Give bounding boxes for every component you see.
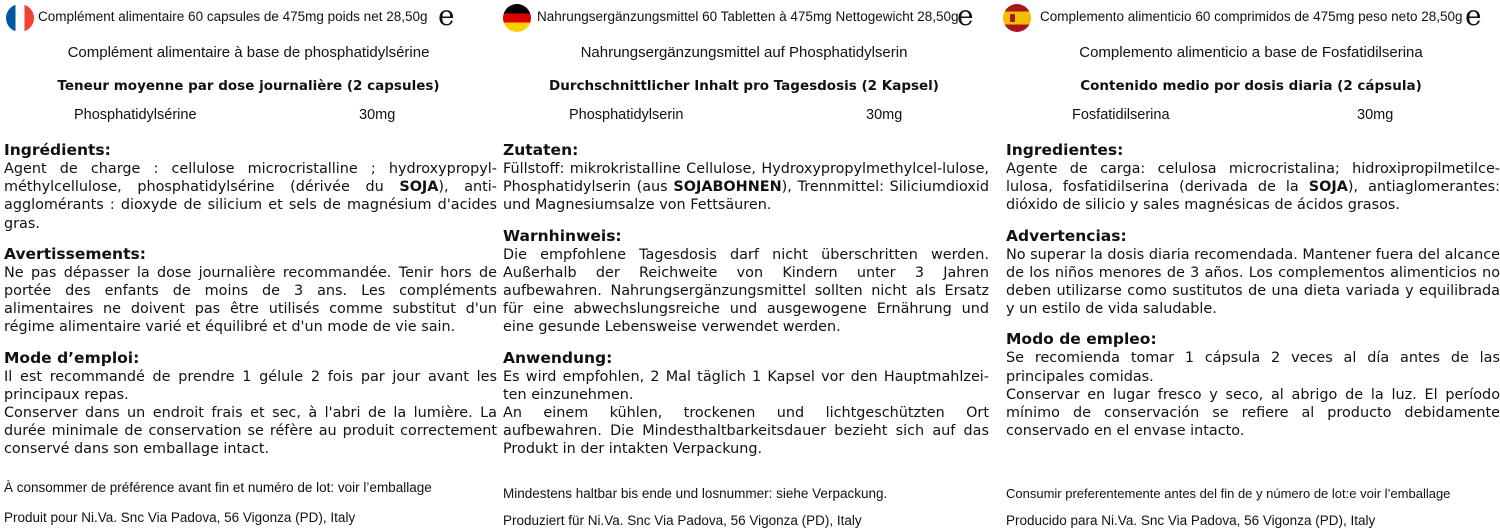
active-ingredient-amount: 30mg [866,107,903,123]
spain-flag-icon [1003,4,1031,32]
usage-text: Es wird empfohlen, 2 Mal täglich 1 Kapsel vor den Hauptmahlzei-ten einzunehmen. An einem kühlen, trockenen und lichtgeschützten Ort aufbewahren. Die Mindesthaltbarkeitsdauer bezieht sich auf das Produkt in der intakten Verpackung. [503,368,989,458]
column-german [499,0,989,531]
usage-section [503,349,989,459]
active-ingredient-amount: 30mg [359,107,396,123]
warnings-section [1006,227,1500,319]
section-title: Zutaten: [503,141,579,159]
warnings-section [503,227,989,337]
active-ingredient-name: Phosphatidylserin [569,107,684,123]
brand-logo-icon: e [957,0,974,32]
dose-heading: Contenido medio por dosis diaria (2 cápsula) [1080,78,1422,94]
allergen: SOJA [399,179,439,196]
usage-section [4,349,497,459]
product-description: Complément alimentaire à base de phosphatidylsérine [67,44,430,61]
warnings-text: No superar la dosis diaria recomendada. Mantener fuera del alcance de los niños menores de 3 años. Los complementos alimenticios no deben utilizarse como sustitutos de una dieta variada y equilibrada y un estilo de vida saludable. [1006,246,1500,318]
section-title: Ingrédients: [4,141,111,159]
brand-logo-icon: e [438,0,455,32]
warnings-text: Die empfohlene Tagesdosis darf nicht überschritten werden. Außerhalb der Reichweite von Kindern unter 3 Jahren aufbewahren. Nahrungsergänzungsmittel sollten nicht als Ersatz für eine abwechslungsreiche und ausgewogene Ernährung und eine gesunde Lebensweise verwendet werden. [503,246,989,336]
label-sections [4,141,497,471]
section-title: Mode d’emploi: [4,348,140,367]
active-ingredient-name: Phosphatidylsérine [74,107,197,123]
ingredients-section [1006,141,1500,215]
ingredients-text: Füllstoff: mikrokristalline Cellulose, Hydroxypropylmethylcel-lulose, Phosphatidylserin (aus SOJABOHNEN), Trennmittel: Siliciumdioxid und Magnesiumsalze von Fettsäuren. [503,161,989,214]
best-before-note: Mindestens haltbar bis ende und losnummer: siehe Verpackung. [503,486,888,501]
package-info: Nahrungsergänzungsmittel 60 Tabletten à 475mg Nettogewicht 28,50g [537,9,959,24]
column-french [0,0,497,531]
producer-address: Producido para Ni.Va. Snc Via Padova, 56 Vigonza (PD), Italy [1006,513,1376,528]
section-title: Avertissements: [4,244,146,263]
best-before-note: À consommer de préférence avant fin et numéro de lot: voir l’emballage [4,480,432,495]
section-title: Ingredientes: [1006,141,1124,159]
allergen: SOJABOHNEN [673,179,782,196]
ingredients-text: Agent de charge : cellulose microcristalline ; hydroxypropyl-méthylcellulose, phosphatidylsérine (dérivée du SOJA), anti-agglomérants : dioxyde de silicium et sels de magnésium d'acides gras. [4,161,497,232]
ingredients-section [4,141,497,233]
product-description: Nahrungsergänzungsmittel auf Phosphatidylserin [580,44,908,61]
usage-section [1006,330,1500,440]
section-title: Advertencias: [1006,226,1127,245]
section-title: Modo de empleo: [1006,330,1157,349]
label-sections [1006,141,1500,452]
active-ingredient-name: Fosfatidilserina [1072,107,1170,123]
product-description: Complemento alimenticio a base de Fosfatidilserina [1079,44,1423,61]
allergen: SOJA [1308,179,1348,196]
column-header [0,2,497,32]
usage-text: Se recomienda tomar 1 cápsula 2 veces al día antes de las principales comidas. Conservar en lugar fresco y seco, al abrigo de la luz. El período mínimo de conservación se refiere al producto debidamente conservado en el envase intacto. [1006,350,1500,440]
warnings-section [4,245,497,337]
brand-logo-icon: e [1465,0,1482,32]
package-info: Complément alimentaire 60 capsules de 475mg poids net 28,50g [38,9,428,24]
column-header [499,2,989,32]
section-title: Warnhinweis: [503,226,622,245]
active-ingredient-amount: 30mg [1357,107,1394,123]
best-before-note: Consumir preferentemente antes del fin de y número de lot:e voir l’emballage [1006,486,1451,501]
warnings-text: Ne pas dépasser la dose journalière recommandée. Tenir hors de portée des enfants de moins de 3 ans. Les compléments alimentaires ne doivent pas être utilisés comme substitut d'un régime alimentaire varié et équilibré et d'un mode de vie sain. [4,264,497,336]
ingredients-section [503,141,989,215]
dose-heading: Teneur moyenne par dose journalière (2 capsules) [57,78,440,94]
dose-heading: Durchschnittlicher Inhalt pro Tagesdosis (2 Kapsel) [549,78,939,94]
france-flag-icon [6,4,34,32]
germany-flag-icon [503,4,531,32]
package-info: Complemento alimenticio 60 comprimidos de 475mg peso neto 28,50g [1040,9,1463,24]
column-header [1002,2,1500,32]
producer-address: Produziert für Ni.Va. Snc Via Padova, 56 Vigonza (PD), Italy [503,513,862,528]
usage-text: Il est recommandé de prendre 1 gélule 2 fois par jour avant les principaux repas. Conserver dans un endroit frais et sec, à l'abri de la lumière. La durée minimale de conservation se réfère au produit correctement conservé dans son emballage intact. [4,368,497,458]
column-spanish [1002,0,1500,531]
section-title: Anwendung: [503,348,613,367]
label-sections [503,141,989,471]
ingredients-text: Agente de carga: celulosa microcristalina; hidroxipropilmetilce-lulosa, fosfatidilserina (derivada de la SOJA), antiaglomerantes: dióxido de silicio y sales magnésicas de ácidos grasos. [1006,161,1500,214]
producer-address: Produit pour Ni.Va. Snc Via Padova, 56 Vigonza (PD), Italy [4,510,356,525]
